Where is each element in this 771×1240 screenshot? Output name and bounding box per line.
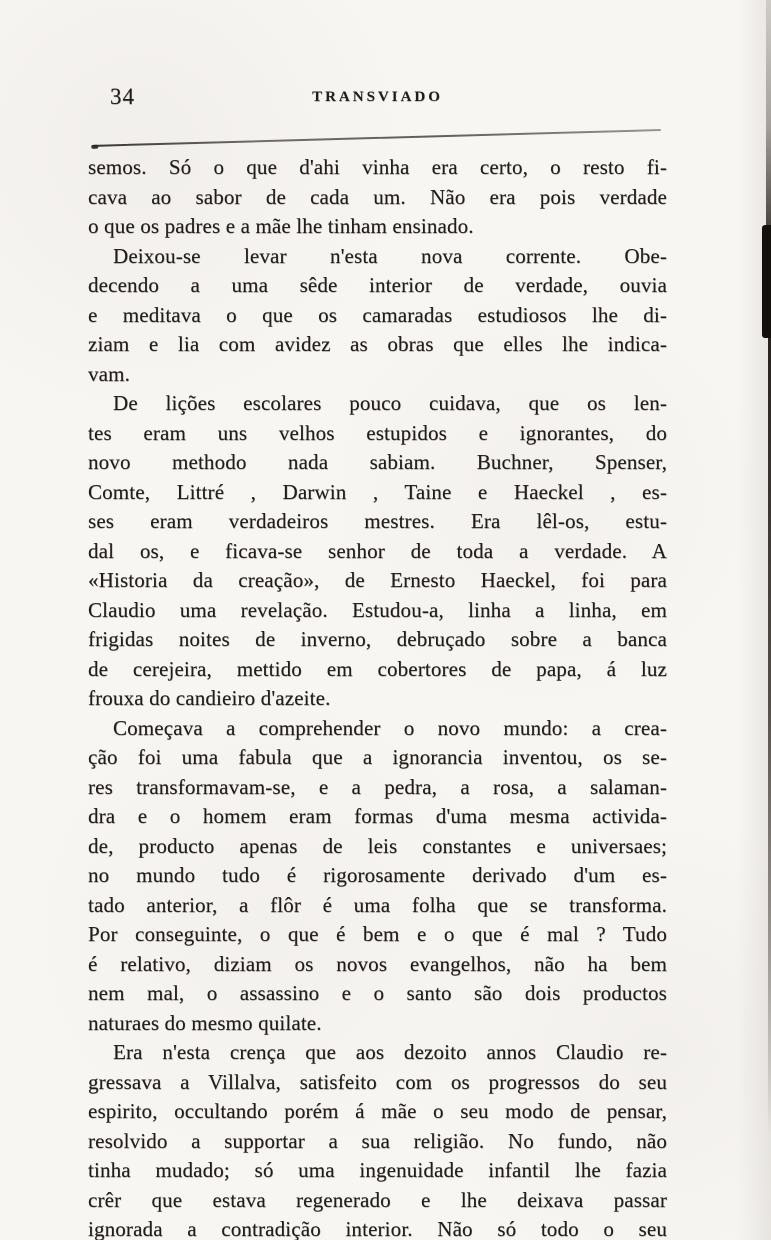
text-line: espirito, occultando porém á mãe o seu modo de pensar, xyxy=(88,1099,667,1123)
text-line: nem mal, o assassino e o santo são dois productos xyxy=(88,981,667,1005)
text-line: res transformavam-se, e a pedra, a rosa, a salaman- xyxy=(88,774,667,799)
text-line: Comte, Littré , Darwin , Taine e Haeckel , es- xyxy=(88,479,667,504)
text-line: decendo a uma sêde interior de verdade, ouvia xyxy=(88,273,667,297)
text-line: de cerejeira, mettido em cobertores de papa, á luz xyxy=(88,656,667,681)
text-line: semos. Só o que d'ahi vinha era certo, o resto fi- xyxy=(88,155,667,179)
text-line: «Historia da creação», de Ernesto Haeckel, foi para xyxy=(88,568,667,592)
text-line: de, producto apenas de leis constantes e universaes; xyxy=(88,833,667,858)
text-line: tes eram uns velhos estupidos e ignorantes, do xyxy=(88,420,667,445)
text-line: ziam e lia com avidez as obras que elles lhe indica- xyxy=(88,332,667,356)
scan-edge-shade xyxy=(766,0,771,228)
text-line: vam. xyxy=(88,361,131,386)
text-line: Começava a comprehender o novo mundo: a crea- xyxy=(113,715,667,740)
text-line: frigidas noites de inverno, debruçado sobre a banca xyxy=(88,627,667,651)
text-line: novo methodo nada sabiam. Buchner, Spenser, xyxy=(88,450,667,474)
text-line: frouxa do candieiro d'azeite. xyxy=(88,686,331,710)
text-line: dal os, e ficava-se senhor de toda a verdade. A xyxy=(88,538,667,563)
text-line: gressava a Villalva, satisfeito com os progressos do seu xyxy=(88,1069,667,1094)
text-line: no mundo tudo é rigorosamente derivado d'um es- xyxy=(88,863,667,887)
text-line: dra e o homem eram formas d'uma mesma activida- xyxy=(88,804,667,828)
text-line: ses eram verdadeiros mestres. Era lêl-os, estu- xyxy=(88,509,667,533)
header-rule xyxy=(93,129,661,147)
scan-edge-line xyxy=(768,336,771,1136)
text-line: tinha mudado; só uma ingenuidade infantil lhe fazia xyxy=(88,1158,667,1182)
text-block xyxy=(88,153,667,1240)
text-line: Era n'esta crença que aos dezoito annos Claudio re- xyxy=(113,1040,667,1064)
text-line: Deixou-se levar n'esta nova corrente. Obe- xyxy=(113,243,667,268)
text-line: De lições escolares pouco cuidava, que os len- xyxy=(113,391,667,415)
text-line: naturaes do mesmo quilate. xyxy=(88,1010,322,1035)
text-line: cava ao sabor de cada um. Não era pois verdade xyxy=(88,184,667,209)
text-line: e meditava o que os camaradas estudiosos lhe di- xyxy=(88,302,667,327)
text-line: ignorada a contradição interior. Não só todo o seu xyxy=(88,1217,667,1240)
text-line: Claudio uma revelação. Estudou-a, linha a linha, em xyxy=(88,597,667,622)
text-line: é relativo, diziam os novos evangelhos, não ha bem xyxy=(88,951,667,976)
running-title: TRANSVIADO xyxy=(312,89,443,105)
text-line: crêr que estava regenerado e lhe deixava passar xyxy=(88,1187,667,1212)
text-line: tado anterior, a flôr é uma folha que se transforma. xyxy=(88,892,667,917)
text-line: resolvido a supportar a sua religião. No fundo, não xyxy=(88,1128,667,1153)
text-line: Por conseguinte, o que é bem e o que é mal ? Tudo xyxy=(88,922,667,946)
page-number: 34 xyxy=(110,84,135,109)
text-line: o que os padres e a mãe lhe tinham ensinado. xyxy=(88,214,474,238)
scan-edge-blob xyxy=(762,225,771,338)
text-line: ção foi uma fabula que a ignorancia inventou, os se- xyxy=(88,745,667,769)
